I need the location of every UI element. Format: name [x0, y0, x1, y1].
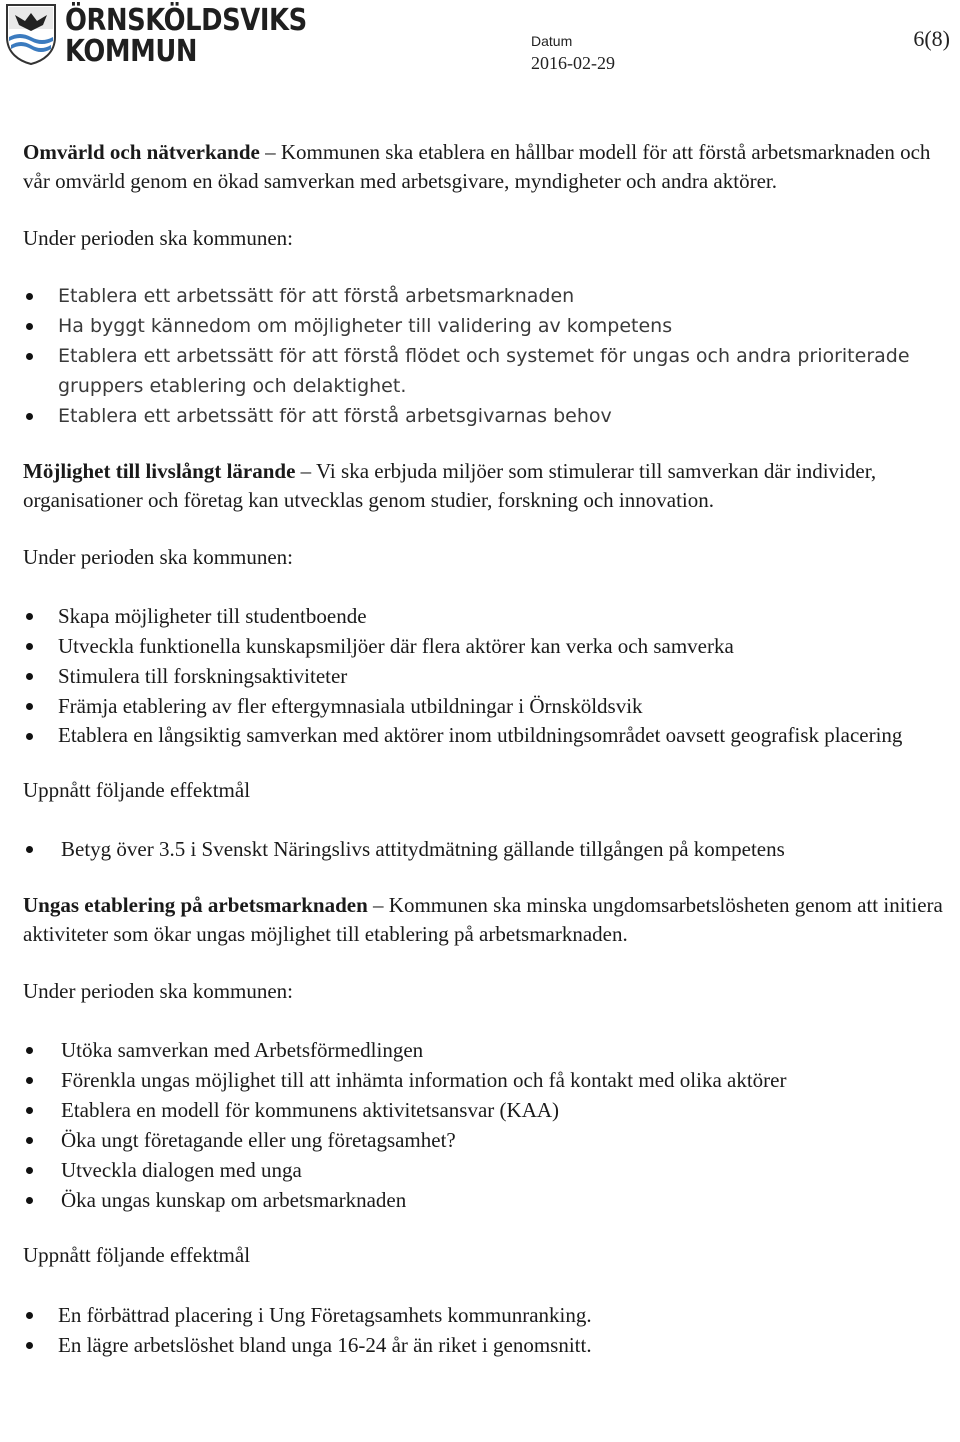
section-ungas-text: – Kommunen ska minska ungdomsarbetslösheten genom att initiera aktiviteter som ökar ungas möjlighet till etablering på arbetsmarknaden. [23, 893, 943, 946]
list-item: Stimulera till forskningsaktiviteter [23, 661, 953, 691]
document-body [23, 138, 953, 1360]
section-ungas-outcomes [23, 1300, 953, 1360]
date-label: Datum [531, 33, 573, 49]
list-item: Etablera ett arbetssätt för att förstå arbetsgivarnas behov [23, 401, 953, 431]
section-omvarld-list [23, 281, 953, 431]
section-ungas-intro: Under perioden ska kommunen: [23, 979, 294, 1003]
date-value: 2016-02-29 [531, 53, 615, 73]
section-ungas-heading: Ungas etablering på arbetsmarknaden [23, 893, 368, 917]
list-item: Främja etablering av fler eftergymnasiala utbildningar i Örnsköldsvik [23, 691, 953, 721]
section-larande-text: – Vi ska erbjuda miljöer som stimulerar till samverkan där individer, organisationer och företag kan utvecklas genom studier, forskning och innovation. [23, 459, 877, 512]
municipality-logo [3, 3, 307, 69]
list-item: Öka ungt företagande eller ung företagsamhet? [23, 1125, 953, 1155]
outcome-item: En förbättrad placering i Ung Företagsamhets kommunranking. [23, 1300, 953, 1330]
section-omvarld-intro: Under perioden ska kommunen: [23, 226, 294, 250]
section-larande-list [23, 601, 953, 750]
section-ungas-paragraph [23, 891, 953, 949]
list-item: Förenkla ungas möjlighet till att inhämta information och få kontakt med olika aktörer [23, 1065, 953, 1095]
section-larande-intro: Under perioden ska kommunen: [23, 545, 294, 569]
list-item: Öka ungas kunskap om arbetsmarknaden [23, 1185, 953, 1215]
list-item: Etablera ett arbetssätt för att förstå arbetsmarknaden [23, 281, 953, 311]
section-omvarld-paragraph [23, 138, 953, 196]
list-item: Etablera en modell för kommunens aktivitetsansvar (KAA) [23, 1095, 953, 1125]
list-item: Utöka samverkan med Arbetsförmedlingen [23, 1035, 953, 1065]
logo-line-2: KOMMUN [65, 34, 198, 69]
section-omvarld-text: – Kommunen ska etablera en hållbar modell för att förstå arbetsmarknaden och vår omvärld genom en ökad samverkan med arbetsgivare, myndigheter och andra aktörer. [23, 140, 931, 193]
section-larande-heading: Möjlighet till livslångt lärande [23, 459, 296, 483]
section-omvarld-heading: Omvärld och nätverkande [23, 140, 260, 164]
section-larande-paragraph [23, 457, 953, 515]
list-item: Skapa möjligheter till studentboende [23, 601, 953, 631]
section-larande-outcome-title: Uppnått följande effektmål [23, 778, 251, 802]
coat-of-arms-icon [3, 3, 59, 65]
list-item: Utveckla dialogen med unga [23, 1155, 953, 1185]
outcome-item: Betyg över 3.5 i Svenskt Näringslivs attitydmätning gällande tillgången på kompetens [23, 834, 953, 864]
logo-line-1: ÖRNSKÖLDSVIKS [65, 3, 307, 38]
outcome-item: En lägre arbetslöshet bland unga 16-24 år än riket i genomsnitt. [23, 1330, 953, 1360]
section-larande-outcomes [23, 834, 953, 864]
section-ungas-outcome-title: Uppnått följande effektmål [23, 1243, 251, 1267]
list-item: Utveckla funktionella kunskapsmiljöer där flera aktörer kan verka och samverka [23, 631, 953, 661]
list-item: Etablera en långsiktig samverkan med aktörer inom utbildningsområdet oavsett geografisk placering [23, 721, 953, 750]
logo-wordmark [65, 5, 346, 67]
page-number: 6(8) [913, 26, 950, 51]
document-header [0, 0, 960, 90]
section-ungas-list [23, 1035, 953, 1215]
date-block [531, 33, 615, 74]
list-item: Etablera ett arbetssätt för att förstå flödet och systemet för ungas och andra prioriterade gruppers etablering och delaktighet. [23, 341, 953, 401]
list-item: Ha byggt kännedom om möjligheter till validering av kompetens [23, 311, 953, 341]
